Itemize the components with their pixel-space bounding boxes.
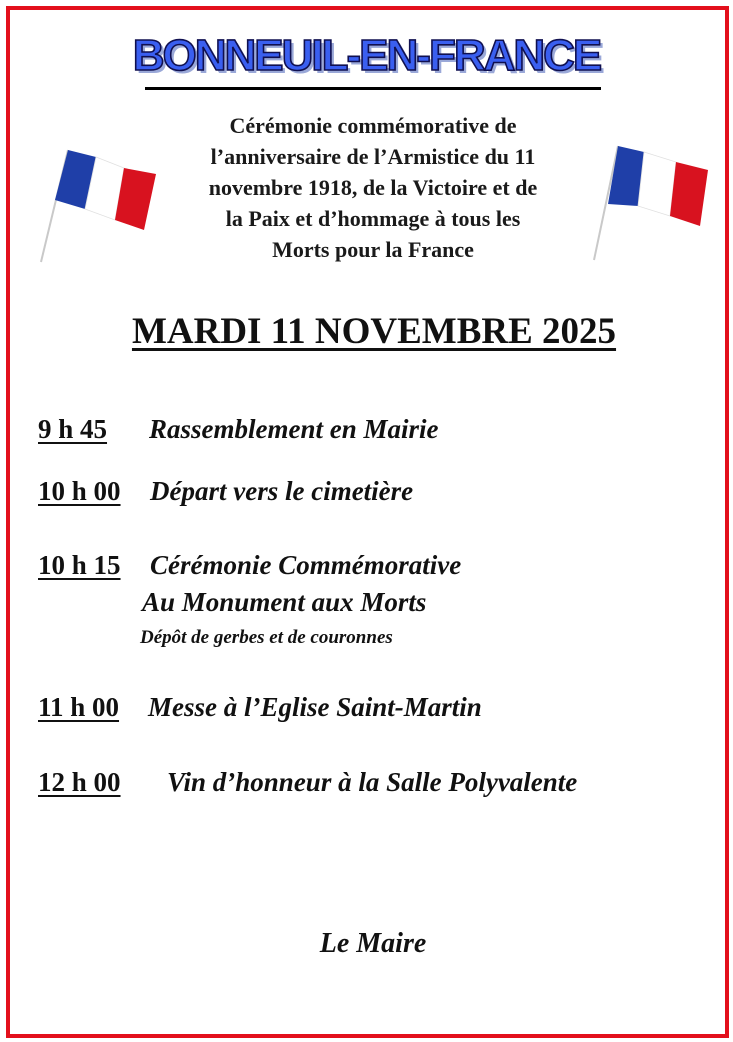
schedule-description: Vin d’honneur à la Salle Polyvalente (167, 767, 578, 797)
town-title: BONNEUIL-EN-FRANCE (132, 31, 601, 80)
event-date: MARDI 11 NOVEMBRE 2025 (131, 311, 617, 352)
schedule-item (38, 476, 413, 507)
ceremony-description (150, 110, 596, 265)
flag-red-band (670, 162, 708, 226)
schedule-description: Cérémonie Commémorative (150, 550, 462, 580)
intro-line: Morts pour la France (272, 237, 474, 262)
intro-line: la Paix et d’hommage à tous les (225, 206, 521, 231)
intro-line: Cérémonie commémorative de (229, 113, 517, 138)
schedule-description: Messe à l’Eglise Saint-Martin (148, 692, 482, 722)
french-flag-right-icon (592, 140, 716, 266)
title-underline (145, 87, 601, 90)
schedule-note: Dépôt de gerbes et de couronnes (140, 627, 393, 648)
intro-line: l’anniversaire de l’Armistice du 11 (210, 144, 536, 169)
schedule-time: 10 h 15 (38, 550, 121, 580)
schedule-time: 12 h 00 (38, 767, 121, 797)
schedule-time: 9 h 45 (38, 414, 108, 444)
schedule-time: 11 h 00 (38, 692, 120, 722)
schedule-item (38, 692, 482, 723)
french-flag-left-icon (38, 140, 162, 266)
flag-white-band (638, 152, 676, 216)
mayor-signature: Le Maire (319, 928, 427, 959)
schedule-item (38, 550, 461, 581)
schedule-description: Départ vers le cimetière (150, 476, 414, 506)
schedule-description-continued: Au Monument aux Morts (142, 587, 427, 617)
schedule-item (38, 414, 439, 445)
schedule-description: Rassemblement en Mairie (149, 414, 439, 444)
schedule-item (38, 767, 577, 798)
schedule-time: 10 h 00 (38, 476, 121, 506)
intro-line: novembre 1918, de la Victoire et de (208, 175, 538, 200)
